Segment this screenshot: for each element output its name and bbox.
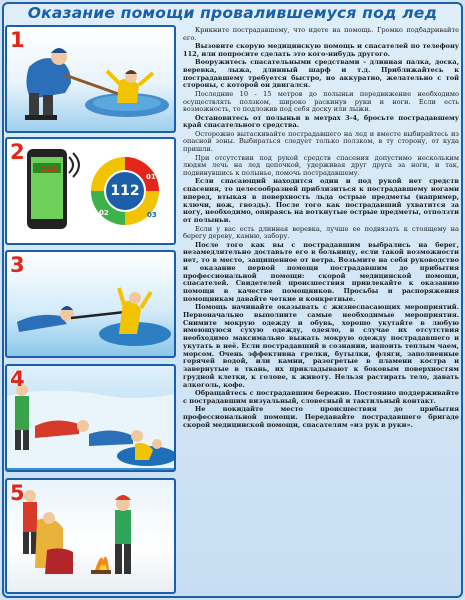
instruction-paragraph: Если у вас есть длинная веревка, лучше ее подвязать к стоящему на берегу дереву, камню, забору.: [183, 224, 459, 241]
instructions-text: [183, 27, 459, 595]
first-aid-warming-illustration: [7, 480, 174, 592]
ring-digit: 01: [146, 173, 156, 181]
panel-number: 3: [10, 253, 25, 277]
instruction-paragraph: Обращайтесь с пострадавшим бережно. Постоянно поддерживайте с пострадавшим визуальный, словесный и тактильный контакт.: [183, 389, 459, 405]
instruction-paragraph: Помощь начинайте оказывать с жизнеспасающих мероприятий. Первоначально выполните самые необходимые мероприятия. Снимите мокрую одежду и обувь, хорошо укутайте в любую имеющуюся сухую одежду, одеяло, в случае их отсутствия необходимо максимально выжать мокрую одежду пострадавшего и укутать в неё. Если пострадавший в сознании, напоить теплым чаем, морсом. Очень эффективна грелки, бутылки, фляги, заполненные горячей водой, или камни, разогретые в пламени костра и завернутые в ткань, их прикладывают к боковым поверхностям грудной клетки, к голове, к животу. Нельзя растирать тело, давать алкоголь, кофе.: [183, 303, 459, 389]
illustration-panel-4: [5, 364, 176, 472]
instruction-paragraph: При отсутствии под рукой средств спасения допустимо нескольким людям лечь на лед цепочкой, удерживая друг друга за ноги, и так, подвинувшись к полынье, помочь пострадавшему.: [183, 153, 459, 178]
instruction-paragraph: Вооружитесь спасательными средствами - длинная палка, доска, веревка, лыжа, длинный шарф и т.д. Приближайтесь к пострадавшему требуется быстро, но аккуратно, желательно с той стороны, с которой он двигался.: [183, 58, 459, 90]
panel-number: 2: [10, 140, 25, 164]
instruction-paragraph: Крикните пострадавшему, что идете на помощь. Громко подбадривайте его.: [183, 27, 459, 42]
panel-number: 1: [10, 28, 25, 52]
instruction-paragraph: Остановитесь от полыньи в метрах 3-4, бросьте пострадавшему край спасательного средства.: [183, 113, 459, 130]
rescue-crawl-illustration: [7, 27, 174, 131]
instruction-paragraph: После того как вы с пострадавшим выбрались на берег, незамедлительно доставьте его в больницу, если такой возможности нет, то в место, защищенное от ветра. Возьмите на себя руководство и оказание первой помощи пострадавшим до прибытия профессиональной помощи: скорой медицинской помощи, спасателей. Свидетелей происшествия привлекайте к оказанию помощи в качестве помощников. Просьбы и распоряжения помощникам давайте четкие и конкретные.: [183, 240, 459, 303]
page-title: Оказание помощи провалившемуся под лед: [27, 4, 438, 22]
instruction-paragraph: Вызовите скорую медицинскую помощь и спасателей по телефону 112, или попросите сделать это кого-нибудь другого.: [183, 42, 459, 58]
ring-digit: 02: [99, 209, 109, 217]
illustration-panel-5: [5, 478, 176, 594]
illustration-panel-3: [5, 250, 176, 358]
emergency-call-illustration: [7, 139, 174, 243]
panel-number: 5: [10, 481, 25, 505]
phone-display-number: 112: [40, 164, 58, 173]
instruction-paragraph: Последние 10 - 15 метров до полыньи передвижение необходимо осуществлять ползком, широко раскинув руки и ноги. Если есть возможность, то подложив под себя доску или лыжи.: [183, 89, 459, 114]
human-chain-illustration: [7, 366, 174, 470]
illustration-panel-2: [5, 137, 176, 245]
ring-digit: 03: [147, 211, 157, 219]
instruction-paragraph: Осторожно вытаскивайте пострадавшего на лед и вместе выбирайтесь из опасной зоны. Выбираться следует только ползком, в ту сторону, от куда пришли.: [183, 129, 459, 154]
instruction-paragraph: Не покидайте место происшествия до прибытия профессиональной помощи. Передавайте пострадавшего бригаде скорой медицинской помощи, спасателям «из рук в руки».: [183, 405, 459, 429]
illustration-panel-1: [5, 25, 176, 133]
emergency-badge-number: 112: [110, 183, 140, 199]
stick-rescue-illustration: [7, 252, 174, 356]
panel-number: 4: [10, 367, 25, 391]
instruction-paragraph: Если спасающий находится один и под рукой нет средств спасения, то целесообразней приблизиться к пострадавшему ногами вперед, втыкая в поверхность льда острые предметы (например, ключи, нож, гвоздь). После того как пострадавший ухватится за ногу, необходимо, опираясь на воткнутые острые предметы, отползти от полыньи.: [183, 177, 459, 225]
